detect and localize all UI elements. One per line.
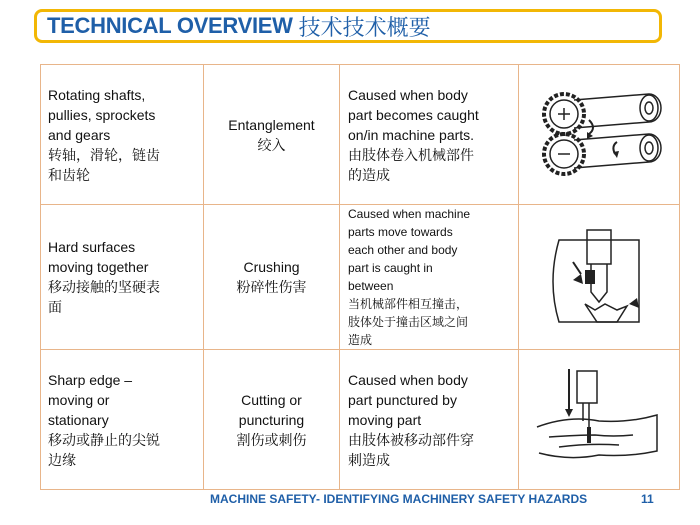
text-line: 粉碎性伤害 <box>236 279 307 295</box>
hazard-cause-cell <box>340 350 519 490</box>
text-line: 移动接触的坚硬表 <box>48 279 160 295</box>
text-line: parts move towards <box>348 225 453 239</box>
text-line: part is caught in <box>348 261 433 275</box>
text-line: moving together <box>48 259 149 275</box>
text-line: Hard surfaces <box>48 239 136 255</box>
hazard-cause-cell <box>340 205 519 350</box>
text-line: 绞入 <box>257 136 286 153</box>
table-row <box>41 350 680 490</box>
text-line: Entanglement <box>228 116 315 133</box>
text-line: 移动或静止的尖锐 <box>48 431 160 448</box>
text-line: moving part <box>348 411 422 428</box>
illustration-cell <box>519 65 680 205</box>
text-line: 由肢体被移动部件穿 <box>348 431 474 448</box>
text-line: puncturing <box>238 411 305 428</box>
text-line: Caused when body <box>348 371 468 388</box>
text-line: Crushing <box>243 259 300 275</box>
title-banner <box>34 9 662 43</box>
page-number: 11 <box>641 492 654 506</box>
hazard-cause-cell <box>340 65 519 205</box>
hazard-source-cell <box>41 205 204 350</box>
text-line: stationary <box>48 411 109 428</box>
title-english: TECHNICAL OVERVIEW <box>47 13 293 38</box>
text-line: 面 <box>48 299 62 315</box>
press-crushing-illustration <box>529 222 669 332</box>
text-line: between <box>348 279 394 293</box>
text-line: part becomes caught <box>348 106 479 123</box>
text-line: 和齿轮 <box>48 166 90 183</box>
text-line: 边缘 <box>48 451 76 468</box>
title-chinese: 技术技术概要 <box>298 14 431 40</box>
text-line: Rotating shafts, <box>48 86 146 103</box>
text-line: moving or <box>48 391 110 408</box>
text-line: 转轴，滑轮，链齿 <box>48 146 160 163</box>
text-line: 当机械部件相互撞击， <box>348 297 469 311</box>
text-line: 割伤或刺伤 <box>236 431 307 448</box>
rotating-gears-shafts-illustration <box>529 80 669 190</box>
text-line: 的造成 <box>348 166 390 183</box>
hazard-source-cell <box>41 65 204 205</box>
text-line: each other and body <box>348 243 458 257</box>
text-line: 肢体处于撞击区域之间 <box>348 315 469 329</box>
table-row <box>41 205 680 350</box>
text-line: Caused when machine <box>348 207 471 221</box>
text-line: 造成 <box>348 333 373 347</box>
footer-title: MACHINE SAFETY- IDENTIFYING MACHINERY SAFETY HAZARDS <box>210 492 588 506</box>
text-line: Sharp edge – <box>48 371 133 388</box>
hazard-source-cell <box>41 350 204 490</box>
hazard-type-cell <box>204 205 340 350</box>
text-line: pullies, sprockets <box>48 106 156 123</box>
table-row <box>41 65 680 205</box>
hazard-table <box>40 64 680 490</box>
hazard-type-cell <box>204 65 340 205</box>
needle-puncture-hand-illustration <box>529 365 669 475</box>
text-line: 由肢体卷入机械部件 <box>348 146 474 163</box>
illustration-cell <box>519 205 680 350</box>
hazard-type-cell <box>204 350 340 490</box>
text-line: on/in machine parts. <box>348 126 475 143</box>
illustration-cell <box>519 350 680 490</box>
text-line: and gears <box>48 126 111 143</box>
text-line: Cutting or <box>241 391 302 408</box>
text-line: Caused when body <box>348 86 468 103</box>
text-line: 刺造成 <box>348 451 390 468</box>
text-line: part punctured by <box>348 391 457 408</box>
